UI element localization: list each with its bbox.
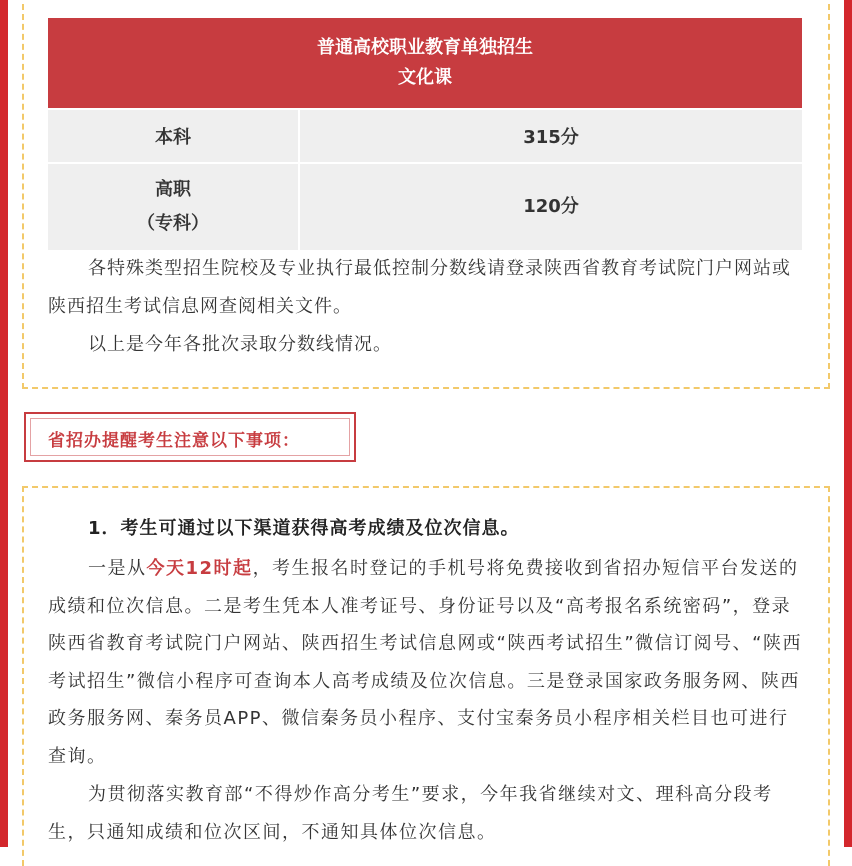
- section-body: [48, 550, 808, 775]
- paragraph-special-schools: 各特殊类型招生院校及专业执行最低控制分数线请登录陕西省教育考试院门户网站或陕西招生考试信息网查阅相关文件。: [48, 258, 791, 317]
- row-label-text: 高职: [155, 179, 191, 200]
- left-red-border: [0, 0, 8, 847]
- right-red-border: [844, 0, 852, 847]
- table-header: [48, 18, 802, 108]
- table-row: [48, 108, 802, 162]
- row-label: [48, 162, 300, 250]
- row-label-sub: （专科）: [137, 213, 209, 234]
- table-header-title: 普通高校职业教育单独招生: [317, 37, 533, 58]
- row-label-text: 本科: [155, 127, 191, 148]
- table-header-subtitle: 文化课: [398, 67, 452, 88]
- section-body-2: 为贯彻落实教育部“不得炒作高分考生”要求，今年我省继续对文、理科高分段考生，只通知成绩和位次区间，不通知具体位次信息。: [48, 784, 773, 843]
- body-rest: ，考生报名时登记的手机号将免费接收到省招办短信平台发送的成绩和位次信息。二是考生凭本人准考证号、身份证号以及“高考报名系统密码”，登录陕西省教育考试院门户网站、陕西招生考试信息网或“陕西考试招生”微信订阅号、“陕西考试招生”微信小程序可查询本人高考成绩及位次信息。三是登录国家政务服务网、陕西政务服务网、秦务员APP、微信秦务员小程序、支付宝秦务员小程序相关栏目也可进行查询。: [48, 558, 802, 767]
- paragraph-summary: 以上是今年各批次录取分数线情况。: [88, 334, 392, 355]
- body-prefix: 一是从: [88, 558, 147, 579]
- banner-text: 省招办提醒考生注意以下事项：: [48, 431, 300, 451]
- score-table: [48, 18, 802, 250]
- row-score: 120分: [300, 162, 802, 250]
- section-heading: 1．考生可通过以下渠道获得高考成绩及位次信息。: [88, 518, 520, 539]
- notice-banner: [24, 412, 356, 462]
- table-row: [48, 162, 802, 250]
- row-score: 315分: [300, 108, 802, 162]
- row-label: [48, 108, 300, 162]
- body-highlight: 今天12时起: [146, 558, 253, 579]
